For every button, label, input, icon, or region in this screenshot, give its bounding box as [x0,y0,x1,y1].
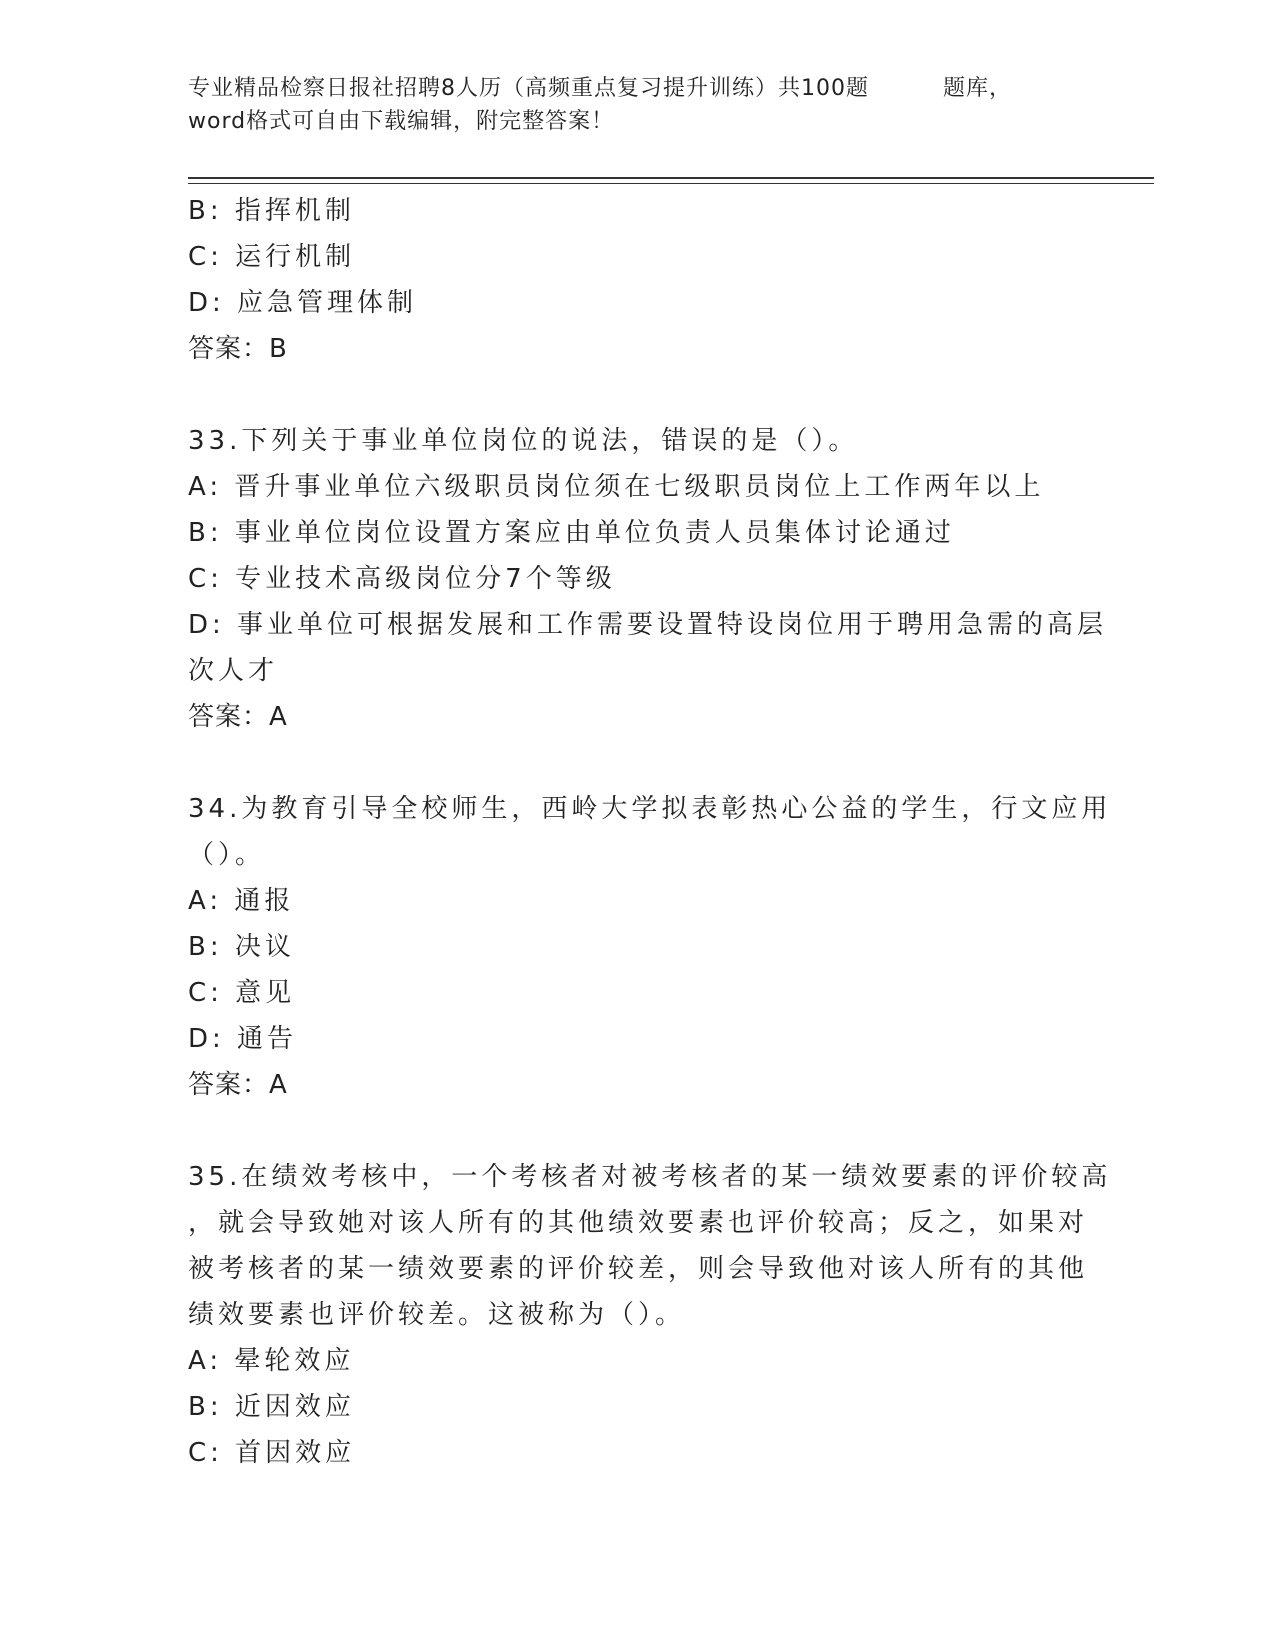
q34-option-d: D: 通告 [188,1024,298,1054]
q33-option-d: D: 事业单位可根据发展和工作需要设置特设岗位用于聘用急需的高层 [188,610,1108,640]
header-title: 专业精品检察日报社招聘8人历（高频重点复习提升训练）共100题 [188,76,869,101]
header-rule-thick [188,177,1154,179]
header-rule-thin [188,183,1154,184]
q33-option-b: B: 事业单位岗位设置方案应由单位负责人员集体讨论通过 [188,518,955,548]
q35-stem-line-2: ，就会导致她对该人所有的其他绩效要素也评价较高；反之，如果对 [188,1208,1089,1238]
header-title-tail: 题库， [943,76,1013,101]
q32-option-c: C: 运行机制 [188,242,356,272]
q35-stem-line-3: 被考核者的某一绩效要素的评价较差，则会导致他对该人所有的其他 [188,1254,1089,1284]
q34-option-b: B: 决议 [188,932,295,962]
question-gap [188,1108,1068,1154]
q33-option-a: A: 晋升事业单位六级职员岗位须在七级职员岗位上工作两年以上 [188,472,1045,502]
q34-stem: 34.为教育引导全校师生，西岭大学拟表彰热心公益的学生，行文应用 [188,794,1112,824]
q35-option-b: B: 近因效应 [188,1392,355,1422]
q32-option-d: D: 应急管理体制 [188,288,418,318]
header-line-1 [188,72,1068,105]
document-header [188,72,1068,138]
q33-option-d-continued: 次人才 [188,656,279,686]
q35-option-c: C: 首因效应 [188,1438,356,1468]
header-line-2: word格式可自由下载编辑，附完整答案！ [188,109,615,134]
q33-option-c: C: 专业技术高级岗位分7个等级 [188,564,616,594]
question-gap [188,740,1068,786]
q35-option-a: A: 晕轮效应 [188,1346,355,1376]
q33-stem: 33.下列关于事业单位岗位的说法，错误的是（）。 [188,426,859,456]
q34-option-c: C: 意见 [188,978,296,1008]
q35-stem: 35.在绩效考核中，一个考核者对被考核者的某一绩效要素的评价较高 [188,1162,1112,1192]
q35-stem-line-4: 绩效要素也评价较差。这被称为（）。 [188,1300,686,1330]
q32-answer: 答案：B [188,334,288,364]
q34-option-a: A: 通报 [188,886,295,916]
q34-stem-continued: （）。 [188,840,266,870]
q34-answer: 答案：A [188,1070,288,1100]
q33-answer: 答案：A [188,702,288,732]
question-gap [188,372,1068,418]
question-content [188,188,1112,1476]
q32-option-b: B: 指挥机制 [188,196,355,226]
